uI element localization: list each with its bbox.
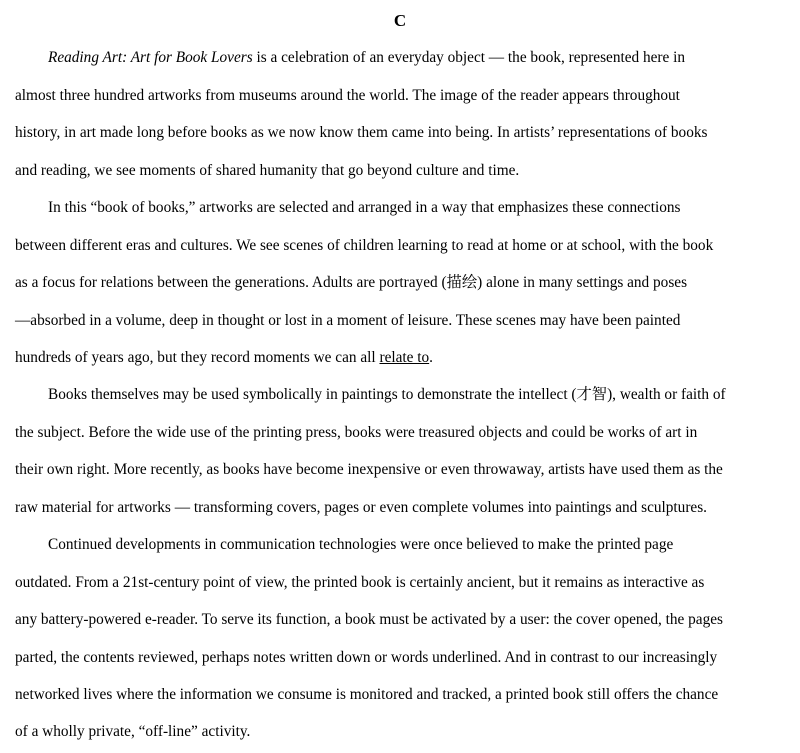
book-title: Reading Art: Art for Book Lovers — [48, 49, 253, 66]
text-line: networked lives where the information we consume is monitored and tracked, a printed book still offers the chance — [15, 686, 719, 703]
text-line: history, in art made long before books as we now know them came into being. In artists’ representations of books — [15, 124, 708, 141]
text-segment: . — [429, 349, 433, 366]
text-line: their own right. More recently, as books have become inexpensive or even throwaway, artists have used them as the — [15, 461, 723, 478]
text-line: Continued developments in communication technologies were once believed to make the printed page — [48, 536, 674, 553]
text-line: between different eras and cultures. We see scenes of children learning to read at home or at school, with the book — [15, 237, 714, 254]
text-line: any battery-powered e-reader. To serve its function, a book must be activated by a user: the cover opened, the pages — [15, 611, 723, 628]
text-line: the subject. Before the wide use of the printing press, books were treasured objects and could be works of art in — [15, 424, 698, 441]
text-line: —absorbed in a volume, deep in thought or lost in a moment of leisure. These scenes may have been painted — [15, 312, 681, 329]
text-line: of a wholly private, “off-line” activity. — [15, 723, 251, 740]
text-line: raw material for artworks — transforming covers, pages or even complete volumes into paintings and sculptures. — [15, 499, 707, 516]
text-line: In this “book of books,” artworks are selected and arranged in a way that emphasizes these connections — [48, 199, 681, 216]
text-segment: is a celebration of an everyday object — the book, represented here in — [252, 49, 686, 66]
text-line: almost three hundred artworks from museums around the world. The image of the reader appears throughout — [15, 87, 680, 104]
text-line: parted, the contents reviewed, perhaps notes written down or words underlined. And in contrast to our increasingly — [15, 649, 718, 666]
text-line: Books themselves may be used symbolically in paintings to demonstrate the intellect (才智), wealth or faith of — [48, 386, 726, 403]
text-segment: hundreds of years ago, but they record moments we can all — [15, 349, 380, 366]
text-line — [48, 48, 685, 68]
text-line — [15, 348, 433, 368]
text-line: outdated. From a 21st-century point of view, the printed book is certainly ancient, but it remains as interactive as — [15, 574, 705, 591]
text-line: as a focus for relations between the generations. Adults are portrayed (描绘) alone in many settings and poses — [15, 274, 688, 291]
underlined-phrase: relate to — [379, 349, 430, 366]
text-line: and reading, we see moments of shared humanity that go beyond culture and time. — [15, 162, 520, 179]
passage-heading: C — [393, 11, 407, 30]
